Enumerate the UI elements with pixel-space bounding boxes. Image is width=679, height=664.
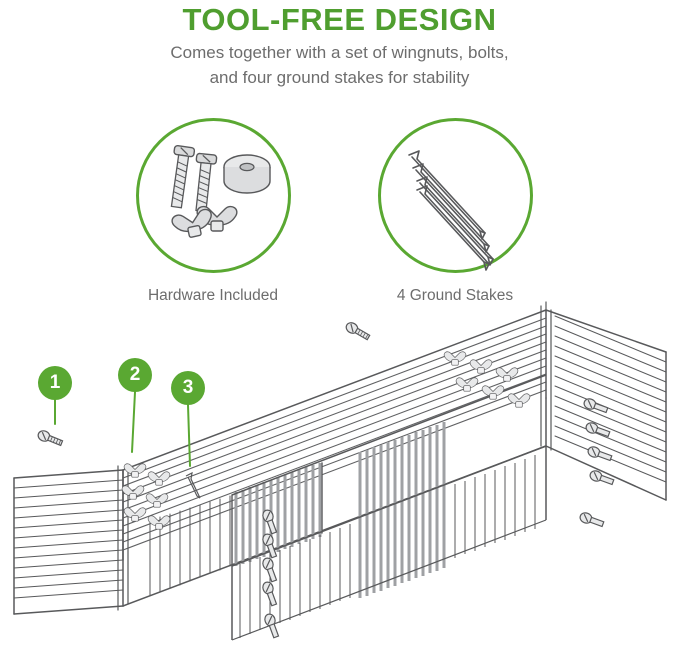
wingnut-icon bbox=[508, 394, 530, 407]
bolt-icon bbox=[589, 469, 615, 487]
callout-leader-2 bbox=[132, 392, 135, 452]
callout-leader-3 bbox=[188, 405, 190, 466]
wingnut-icon bbox=[122, 486, 144, 499]
callout-badge-2[interactable]: 2 bbox=[118, 358, 152, 392]
subtitle-line-1: Comes together with a set of wingnuts, bolts, bbox=[170, 43, 509, 62]
feature-label-stakes: 4 Ground Stakes bbox=[396, 287, 514, 304]
bolt-icon bbox=[583, 397, 609, 415]
bolt-icon bbox=[37, 429, 64, 448]
feature-label-hardware: Hardware Included bbox=[147, 287, 279, 304]
callout-badge-3[interactable]: 3 bbox=[171, 371, 205, 405]
bolt-icon bbox=[263, 613, 281, 639]
wingnut-icon bbox=[146, 494, 168, 507]
wingnut-icon bbox=[496, 368, 518, 381]
wingnut-icon bbox=[124, 508, 146, 521]
page-title: TOOL-FREE DESIGN bbox=[182, 2, 497, 37]
wingnut-icon bbox=[148, 516, 170, 529]
subtitle-line-2: and four ground stakes for stability bbox=[209, 68, 470, 87]
callout-badge-1[interactable]: 1 bbox=[38, 366, 72, 400]
bolt-icon bbox=[344, 321, 371, 342]
bolt-icon bbox=[579, 511, 605, 529]
